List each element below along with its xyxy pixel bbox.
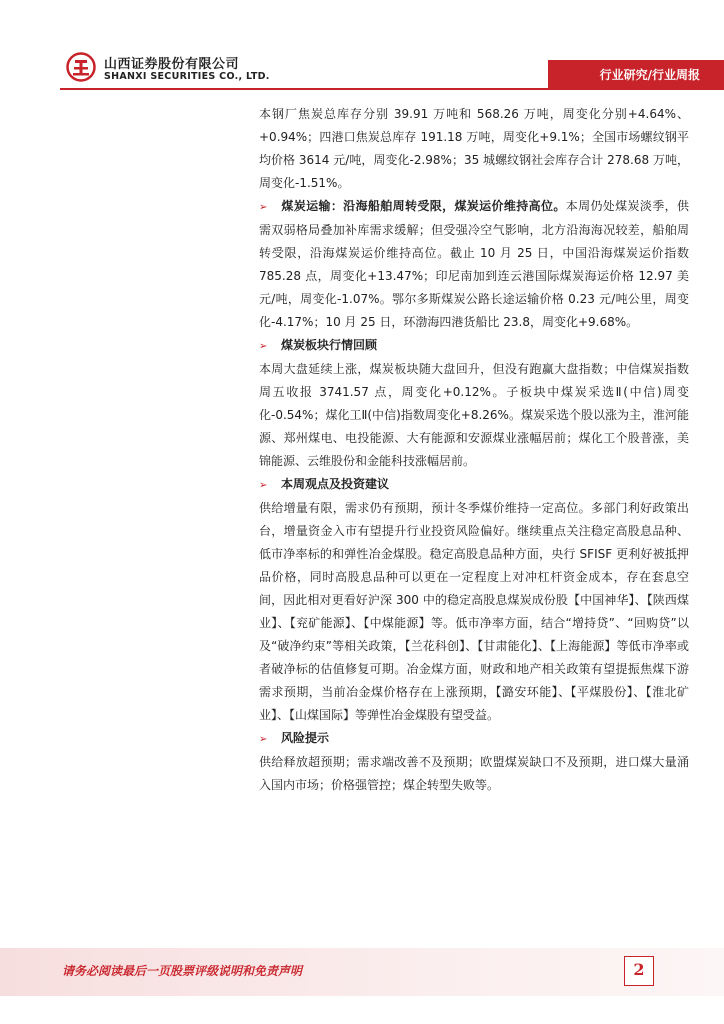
- arrow-bullet-icon: ➢: [259, 480, 268, 491]
- risk-paragraph: 供给释放超预期；需求端改善不及预期；欧盟煤炭缺口不及预期，进口煤大量涌入国内市场；价格强管控；煤企转型失败等。: [259, 755, 689, 792]
- intro-paragraph: 本钢厂焦炭总库存分别 39.91 万吨和 568.26 万吨，周变化分别+4.64%、+0.94%；四港口焦炭总库存 191.18 万吨，周变化+9.1%；全国市场螺纹钢平均价格 3614 元/吨，周变化-2.98%；35 城螺纹钢社会库存合计 278.68 万吨，周变化-1.51%。: [259, 107, 689, 190]
- report-category-tag: 行业研究/行业周报: [599, 68, 700, 82]
- disclaimer-note: 请务必阅读最后一页股票评级说明和免责声明: [62, 964, 303, 978]
- view-title: 本周观点及投资建议: [281, 477, 390, 491]
- risk-title: 风险提示: [281, 731, 330, 745]
- arrow-bullet-icon: ➢: [259, 734, 268, 745]
- report-body: [259, 103, 689, 797]
- header-divider: [60, 88, 724, 90]
- page-number: 2: [633, 960, 645, 979]
- shanxi-securities-logo-icon: [66, 52, 96, 82]
- risk-heading: [259, 727, 689, 751]
- transport-text: 本周仍处煤炭淡季，供需双弱格局叠加补库需求缓解；但受强冷空气影响，北方沿海海况较差，船舶周转受限，沿海煤炭运价维持高位。截止 10 月 25 日，中国沿海煤炭运价指数 785.28 点，周变化+13.47%；印尼南加到连云港国际煤炭海运价格 12.97 美元/吨，周变化-1.07%。鄂尔多斯煤炭公路长途运输价格 0.23 元/吨公里，周变化-4.17%；10 月 25 日，环渤海四港货船比 23.8，周变化+9.68%。: [259, 199, 689, 329]
- company-name-cn: 山西证券股份有限公司: [104, 57, 240, 72]
- sector-title: 煤炭板块行情回顾: [281, 338, 378, 352]
- page-header: [0, 0, 724, 92]
- company-name-en: SHANXI SECURITIES CO., LTD.: [104, 71, 270, 82]
- view-paragraph: 供给增量有限，需求仍有预期，预计冬季煤价维持一定高位。多部门利好政策出台，增量资金入市有望提升行业投资风险偏好。继续重点关注稳定高股息品种、低市净率标的和弹性冶金煤股。稳定高股息品种方面，央行 SFISF 更利好被抵押品价格，同时高股息品种可以更在一定程度上对冲杠杆资金成本，存在套息空间，因此相对更看好沪深 300 中的稳定高股息煤炭成份股【中国神华】、【陕西煤业】、【兖矿能源】、【中煤能源】等。低市净率方面，结合“增持贷”、“回购贷”以及“破净约束”等相关政策，【兰花科创】、【甘肃能化】、【上海能源】等低市净率或者破净标的估值修复可期。冶金煤方面，财政和地产相关政策有望提振焦煤下游需求预期，当前冶金煤价格存在上涨预期，【潞安环能】、【平煤股份】、【淮北矿业】、【山煤国际】等弹性冶金煤股有望受益。: [259, 501, 689, 722]
- transport-title: 煤炭运输：沿海船舶周转受限，煤炭运价维持高位。: [281, 199, 566, 213]
- arrow-bullet-icon: ➢: [259, 341, 268, 352]
- sector-heading: [259, 334, 689, 358]
- transport-section: [259, 195, 689, 334]
- sector-paragraph: 本周大盘延续上涨，煤炭板块随大盘回升，但没有跑赢大盘指数；中信煤炭指数周五收报 3741.57 点，周变化+0.12%。子板块中煤炭采选Ⅱ(中信)周变化-0.54%；煤化工Ⅱ(中信)指数周变化+8.26%。煤炭采选个股以涨为主，淮河能源、郑州煤电、电投能源、大有能源和安源煤业涨幅居前；煤化工个股普涨，美锦能源、云维股份和金能科技涨幅居前。: [259, 362, 689, 468]
- view-heading: [259, 473, 689, 497]
- arrow-bullet-icon: ➢: [259, 202, 268, 213]
